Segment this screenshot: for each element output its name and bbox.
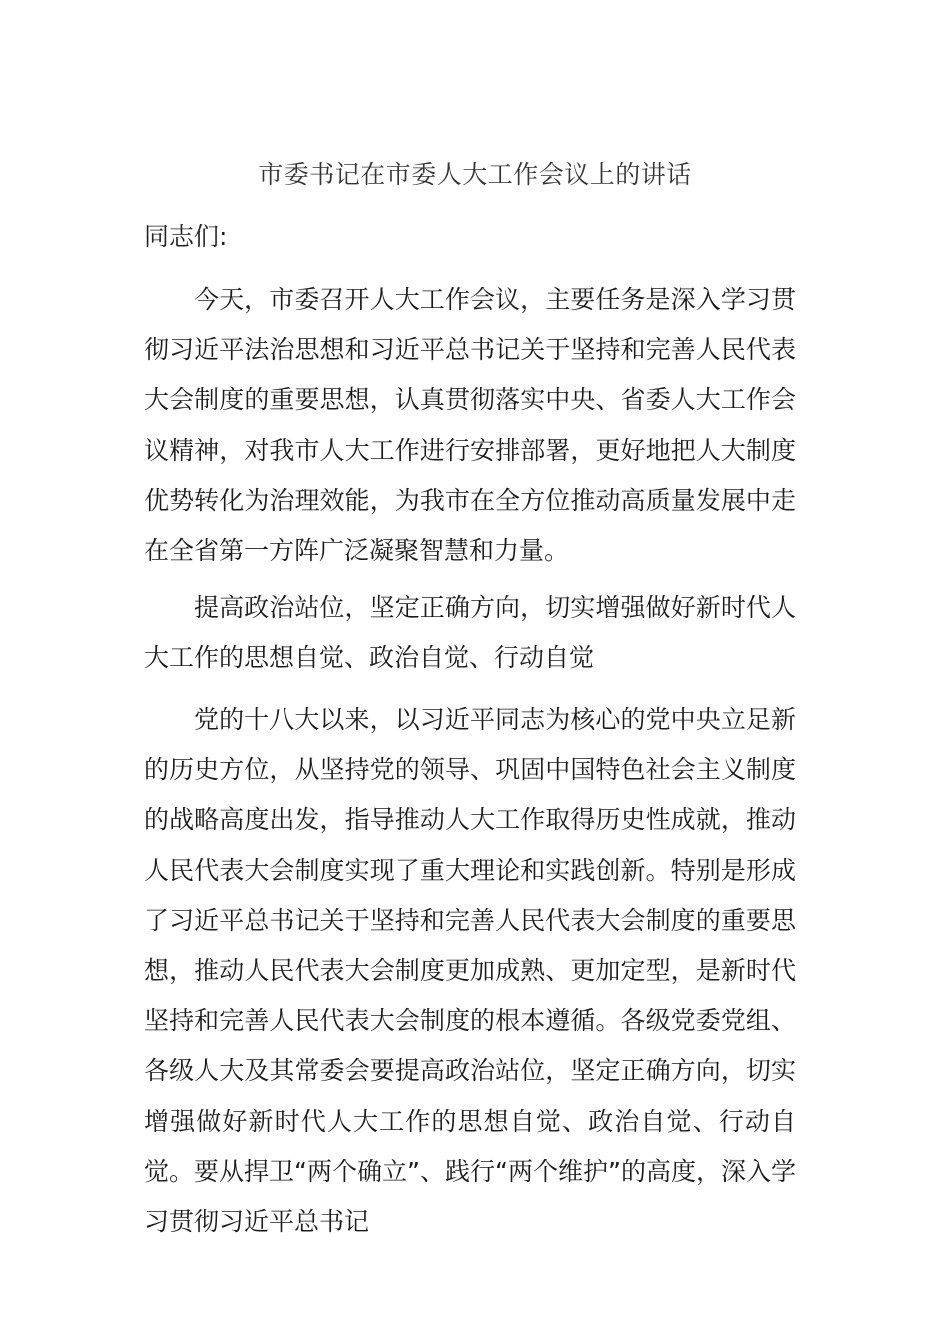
paragraph-body: 党的十八大以来，以习近平同志为核心的党中央立足新的历史方位，从坚持党的领导、巩固中国特色社会主义制度的战略高度出发，指导推动人大工作取得历史性成就，推动人民代表大会制度实现了重大理论和实践创新。特别是形成了习近平总书记关于坚持和完善人民代表大会制度的重要思想，推动人民代表大会制度更加成熟、更加定型，是新时代坚持和完善人民代表大会制度的根本遵循。各级党委党组、各级人大及其常委会要提高政治站位，坚定正确方向，切实增强做好新时代人大工作的思想自觉、政治自觉、行动自觉。要从捍卫“两个确立”、践行“两个维护”的高度，深入学习贯彻习近平总书记 — [144, 705, 796, 1237]
paragraph-section-heading: 提高政治站位，坚定正确方向，切实增强做好新时代人大工作的思想自觉、政治自觉、行动自觉 — [144, 593, 796, 673]
document-title: 市委书记在市委人大工作会议上的讲话 — [258, 160, 692, 189]
paragraph-opening: 今天，市委召开人大工作会议，主要任务是深入学习贯彻习近平法治思想和习近平总书记关于坚持和完善人民代表大会制度的重要思想，认真贯彻落实中央、省委人大工作会议精神，对我市人大工作进行安排部署，更好地把人大制度优势转化为治理效能，为我市在全方位推动高质量发展中走在全省第一方阵广泛凝聚智慧和力量。 — [144, 285, 796, 566]
salutation: 同志们: — [144, 222, 228, 251]
